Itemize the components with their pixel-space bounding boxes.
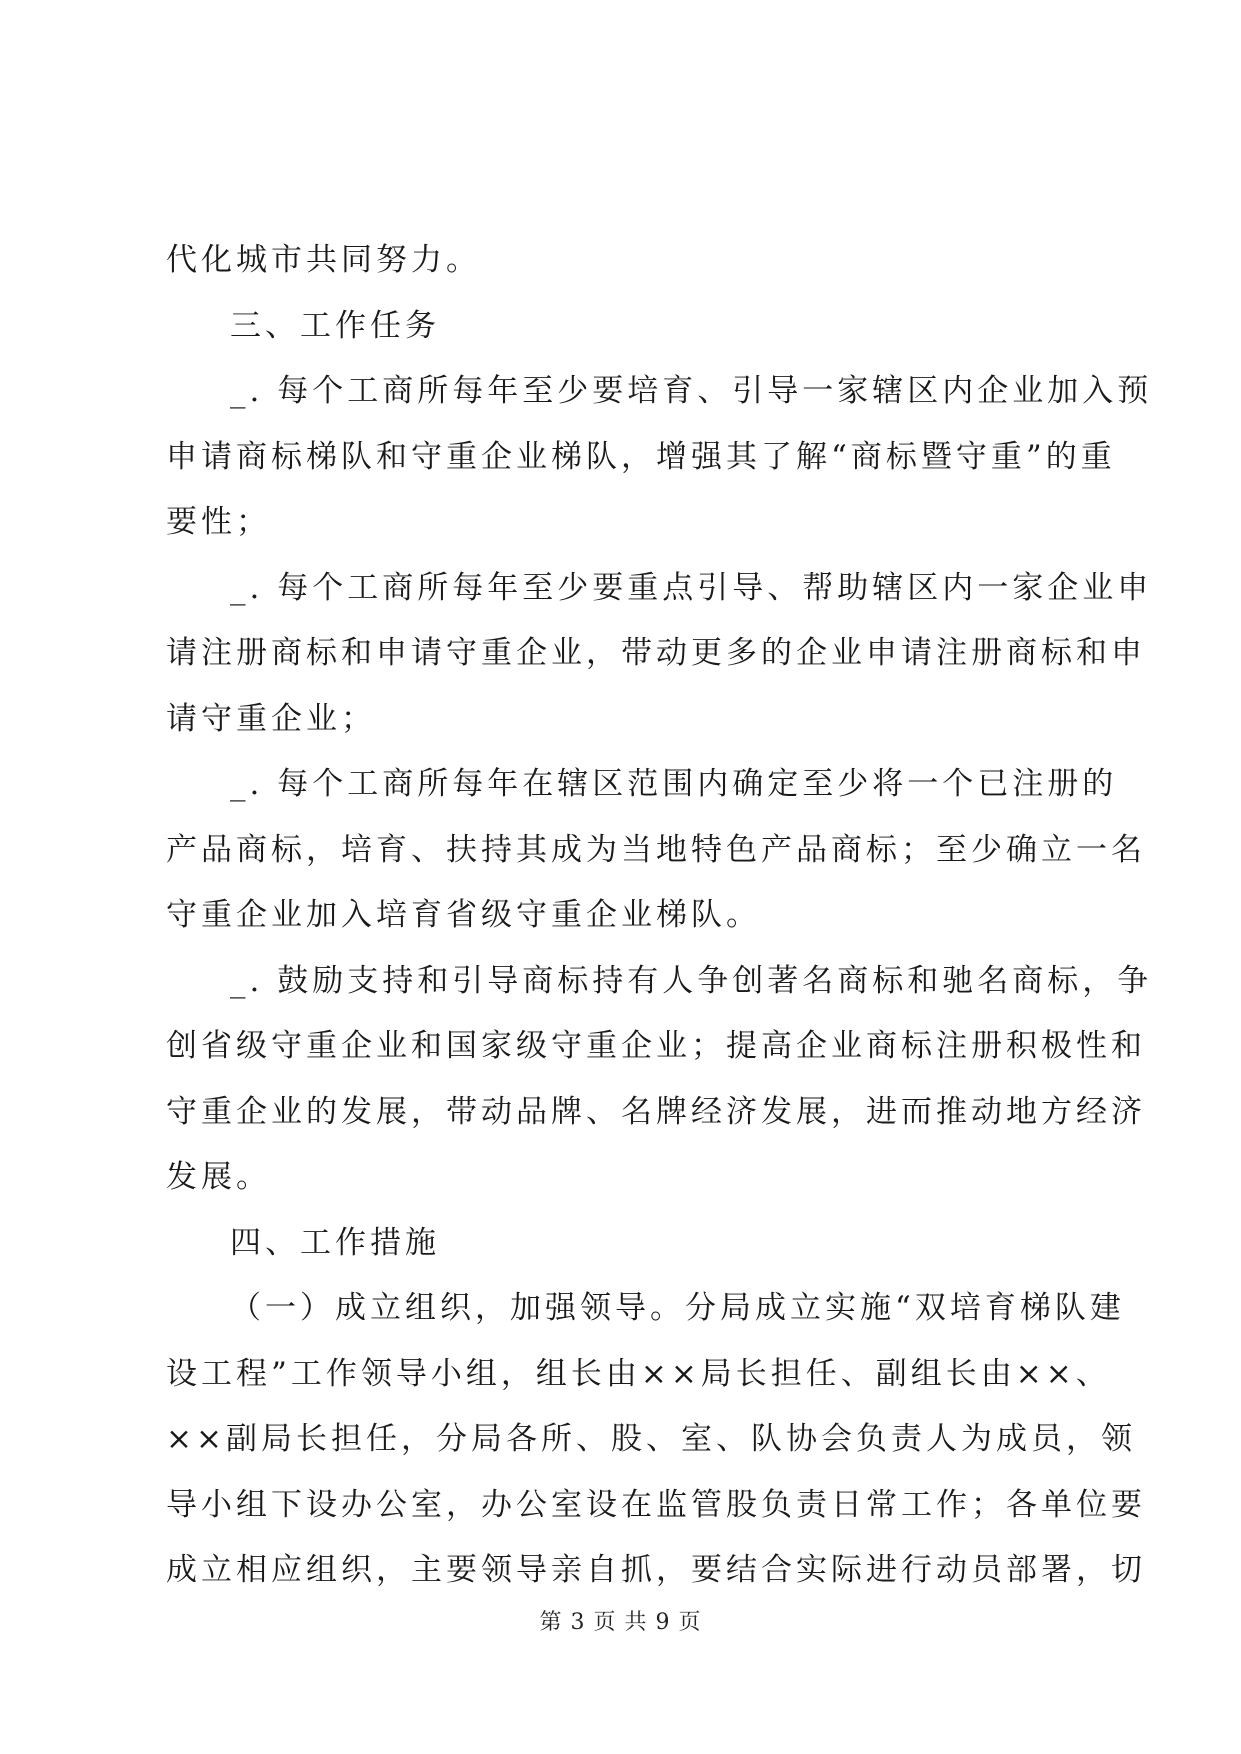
section-heading: 三、工作任务 (230, 307, 440, 344)
paragraph-line: 导小组下设办公室，办公室设在监管股负责日常工作；各单位要 (166, 1486, 1146, 1523)
paragraph-line: 发展。 (166, 1159, 271, 1195)
section-heading: 四、工作措施 (230, 1224, 440, 1261)
paragraph-line: _. 每个工商所每年在辖区范围内确定至少将一个已注册的 (230, 766, 1118, 802)
paragraph-line: 守重企业加入培育省级守重企业梯队。 (166, 897, 761, 933)
paragraph-line: ××副局长担任，分局各所、股、室、队协会负责人为成员，领 (166, 1421, 1136, 1457)
paragraph-line: 申请商标梯队和守重企业梯队，增强其了解“商标暨守重”的重 (166, 438, 1116, 475)
page-number-footer: 第 3 页 共 9 页 (539, 1610, 702, 1635)
paragraph-line: 产品商标，培育、扶持其成为当地特色产品商标；至少确立一名 (166, 831, 1146, 868)
paragraph-line: 守重企业的发展，带动品牌、名牌经济发展，进而推动地方经济 (166, 1093, 1146, 1130)
paragraph-line: _. 鼓励支持和引导商标持有人争创著名商标和驰名商标，争 (230, 962, 1153, 999)
paragraph-line: _. 每个工商所每年至少要重点引导、帮助辖区内一家企业申 (230, 569, 1153, 606)
paragraph-line: 创省级守重企业和国家级守重企业；提高企业商标注册积极性和 (166, 1028, 1146, 1064)
paragraph-line: （一）成立组织，加强领导。分局成立实施“双培育梯队建 (230, 1290, 1125, 1326)
document-body (166, 228, 1153, 1604)
paragraph-line: 请注册商标和申请守重企业，带动更多的企业申请注册商标和申 (166, 635, 1146, 671)
paragraph-line: _. 每个工商所每年至少要培育、引导一家辖区内企业加入预 (230, 373, 1153, 409)
paragraph-line: 请守重企业； (166, 700, 376, 737)
paragraph-line: 设工程”工作领导小组，组长由××局长担任、副组长由××、 (166, 1355, 1111, 1392)
paragraph-line: 成立相应组织，主要领导亲自抓，要结合实际进行动员部署，切 (166, 1552, 1146, 1588)
paragraph-line: 代化城市共同努力。 (166, 242, 481, 278)
paragraph-line: 要性； (166, 504, 271, 540)
